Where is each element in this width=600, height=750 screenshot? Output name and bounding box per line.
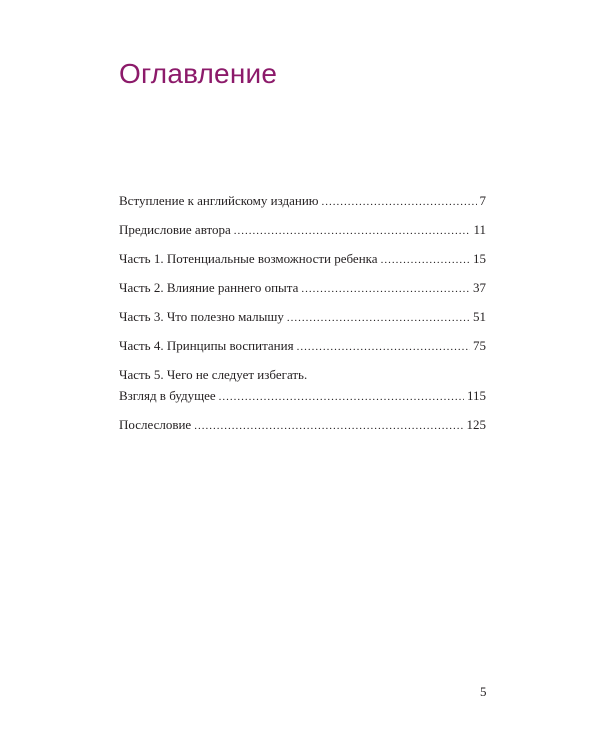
toc-entry-intro-english-edition[interactable] (119, 192, 486, 209)
page-title: Оглавление (119, 58, 278, 89)
toc-page-number: 51 (473, 309, 486, 324)
toc-entry-part-5[interactable] (119, 366, 486, 404)
dot-leader (301, 281, 470, 298)
toc-entry-title-continued: Взгляд в будущее (119, 388, 216, 403)
dot-leader (234, 223, 471, 240)
toc-entry-title: Послесловие (119, 417, 192, 432)
toc-entry-title: Часть 2. Влияние раннего опыта (119, 280, 299, 295)
toc-entry-part-2[interactable] (119, 279, 486, 296)
toc-page-number: 7 (479, 193, 486, 208)
dot-leader (322, 194, 477, 211)
toc-entry-afterword[interactable] (119, 416, 486, 433)
toc-entry-author-preface[interactable] (119, 221, 486, 238)
toc-entry-part-1[interactable] (119, 250, 486, 267)
toc-page-number: 115 (466, 388, 486, 403)
toc-entry-title: Часть 1. Потенциальные возможности ребенка (119, 251, 378, 266)
dot-leader (287, 310, 470, 327)
toc-entry-title: Вступление к английскому изданию (119, 193, 319, 208)
page-number: 5 (480, 684, 487, 699)
dot-leader (219, 389, 464, 406)
toc-entry-title: Часть 3. Что полезно малышу (119, 309, 284, 324)
dot-leader (381, 252, 470, 269)
toc-entry-title: Предисловие автора (119, 222, 231, 237)
table-of-contents (119, 192, 486, 445)
toc-page-number: 11 (473, 222, 486, 237)
dot-leader (297, 339, 470, 356)
toc-page-number: 125 (466, 417, 486, 432)
toc-page-number: 15 (473, 251, 486, 266)
toc-entry-title: Часть 5. Чего не следует избегать. (119, 367, 308, 382)
dot-leader (194, 418, 463, 435)
toc-entry-part-4[interactable] (119, 337, 486, 354)
toc-entry-part-3[interactable] (119, 308, 486, 325)
toc-entry-title: Часть 4. Принципы воспитания (119, 338, 294, 353)
toc-page-number: 37 (473, 280, 486, 295)
toc-page-number: 75 (473, 338, 486, 353)
